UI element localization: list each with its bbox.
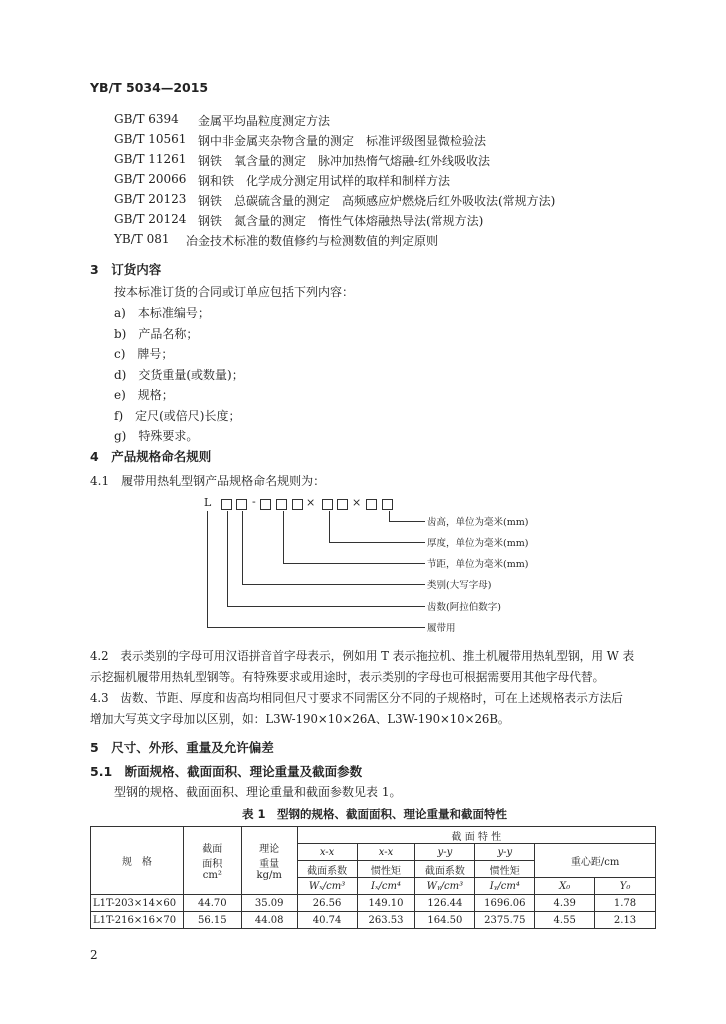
table-row [91,895,656,912]
standard-code: YB/T 5034—2015 [90,80,209,95]
digit-box [337,499,348,510]
reference-code: GB/T 20123 [114,192,187,206]
section-5-1-text: 型钢的规格、截面面积、理论重量和截面参数见表 1。 [114,785,402,799]
header-unit: Iᵧ/cm⁴ [475,878,535,895]
digit-box [276,499,287,510]
reference-code: GB/T 20124 [114,212,187,226]
order-item: a) 本标准编号； [114,306,210,320]
digit-box [366,499,377,510]
table-cell: 126.44 [415,895,475,912]
table-cell: 1696.06 [475,895,535,912]
header-weight: 理论 重量 kg/m [241,827,297,895]
reference-title: 钢铁 氧含量的测定 脉冲加热惰气熔融-红外线吸收法 [198,154,491,168]
header-kind: 截面系数 [297,861,357,878]
section-4-2-line-2: 示挖掘机履带用热轧型钢等。有特殊要求或用途时，表示类别的字母也可根据需要用其他字母代替。 [90,670,605,684]
header-centroid: 重心距/cm [535,844,656,878]
header-unit: Iₓ/cm⁴ [357,878,415,895]
table-caption: 表 1 型钢的规格、截面面积、理论重量和截面特性 [242,807,508,821]
label-thickness: 厚度，单位为毫米(mm) [427,538,529,549]
table-cell: 44.08 [241,912,297,929]
reference-title: 钢和铁 化学成分测定用试样的取样和制样方法 [198,174,451,188]
label-tooth-height: 齿高，单位为毫米(mm) [427,517,529,528]
order-item: c) 牌号； [114,347,174,361]
table-cell: 40.74 [297,912,357,929]
table-cell: 4.39 [535,895,595,912]
digit-box [221,499,232,510]
section-4-2-line-1: 4.2 表示类别的字母可用汉语拼音首字母表示，例如用 T 表示拖拉机、推土机履带用热轧型钢，用 W 表 [90,649,635,663]
table-cell: 2375.75 [475,912,535,929]
order-item: g) 特殊要求。 [114,429,199,443]
label-track-use: 履带用 [427,623,456,634]
digit-box [260,499,271,510]
header-unit: Wᵧ/cm³ [415,878,475,895]
header-kind: 截面系数 [415,861,475,878]
table-body [91,895,656,929]
spec-table [90,826,656,929]
label-tooth-count: 齿数(阿拉伯数字) [427,602,501,613]
header-x0: X₀ [535,878,595,895]
table-row [91,912,656,929]
table-cell: 26.56 [297,895,357,912]
table-cell: 149.10 [357,895,415,912]
order-item: b) 产品名称； [114,326,199,341]
section-4-3-line-2: 增加大写英文字母加以区别，如：L3W-190×10×26A、L3W-190×10×26B。 [90,712,510,726]
diagram-times-1: × [306,496,316,509]
table-cell: 263.53 [357,912,415,929]
reference-code: YB/T 081 [114,232,170,246]
table-cell: 164.50 [415,912,475,929]
section-4-3-line-1: 4.3 齿数、节距、厚度和齿高均相同但尺寸要求不同需区分不同的子规格时，可在上述规格表示方法后 [90,691,623,705]
section-3-intro: 按本标准订货的合同或订单应包括下列内容： [114,285,355,299]
reference-code: GB/T 10561 [114,132,187,146]
table-cell: 44.70 [183,895,241,912]
digit-box [292,499,303,510]
table-cell: L1T-203×14×60 [91,895,184,912]
header-kind: 惯性矩 [357,861,415,878]
header-unit: Wₓ/cm³ [297,878,357,895]
order-item: f) 定尺(或倍尺)长度； [114,408,241,423]
table-cell: 35.09 [241,895,297,912]
header-section-properties: 截 面 特 性 [297,827,655,844]
header-axis: y-y [475,844,535,861]
reference-title: 钢中非金属夹杂物含量的测定 标准评级图显微检验法 [198,134,487,148]
section-3-heading: 3 订货内容 [90,262,162,277]
table-cell: 1.78 [595,895,656,912]
table-cell: L1T-216×16×70 [91,912,184,929]
reference-title: 钢铁 总碳硫含量的测定 高频感应炉燃烧后红外吸收法(常规方法) [198,194,556,208]
section-4-heading: 4 产品规格命名规则 [90,449,212,464]
section-4-1: 4.1 履带用热轧型钢产品规格命名规则为： [90,474,326,488]
label-pitch: 节距，单位为毫米(mm) [427,559,529,570]
table-cell: 4.55 [535,912,595,929]
reference-title: 金属平均晶粒度测定方法 [198,114,331,128]
page-number: 2 [90,948,98,962]
digit-box [236,499,247,510]
section-5-1-heading: 5.1 断面规格、截面面积、理论重量及截面参数 [90,764,363,779]
diagram-dash: - [252,495,256,508]
reference-code: GB/T 11261 [114,152,187,166]
header-y0: Y₀ [595,878,656,895]
digit-box [322,499,333,510]
reference-title: 冶金技术标准的数值修约与检测数值的判定原则 [186,234,439,248]
header-axis: x-x [297,844,357,861]
order-item: e) 规格； [114,388,174,402]
diagram-times-2: × [352,496,362,509]
table-cell: 56.15 [183,912,241,929]
header-kind: 惯性矩 [475,861,535,878]
section-5-heading: 5 尺寸、外形、重量及允许偏差 [90,740,274,755]
label-category: 类别(大写字母) [427,580,492,591]
reference-title: 钢铁 氮含量的测定 惰性气体熔融热导法(常规方法) [198,214,484,228]
header-spec: 规 格 [91,827,184,895]
digit-box [382,499,393,510]
header-axis: x-x [357,844,415,861]
diagram-prefix: L [204,496,212,509]
order-item: d) 交货重量(或数量)； [114,367,244,382]
reference-code: GB/T 6394 [114,112,179,126]
header-area: 截面 面积 cm² [183,827,241,895]
reference-code: GB/T 20066 [114,172,187,186]
header-axis: y-y [415,844,475,861]
table-cell: 2.13 [595,912,656,929]
